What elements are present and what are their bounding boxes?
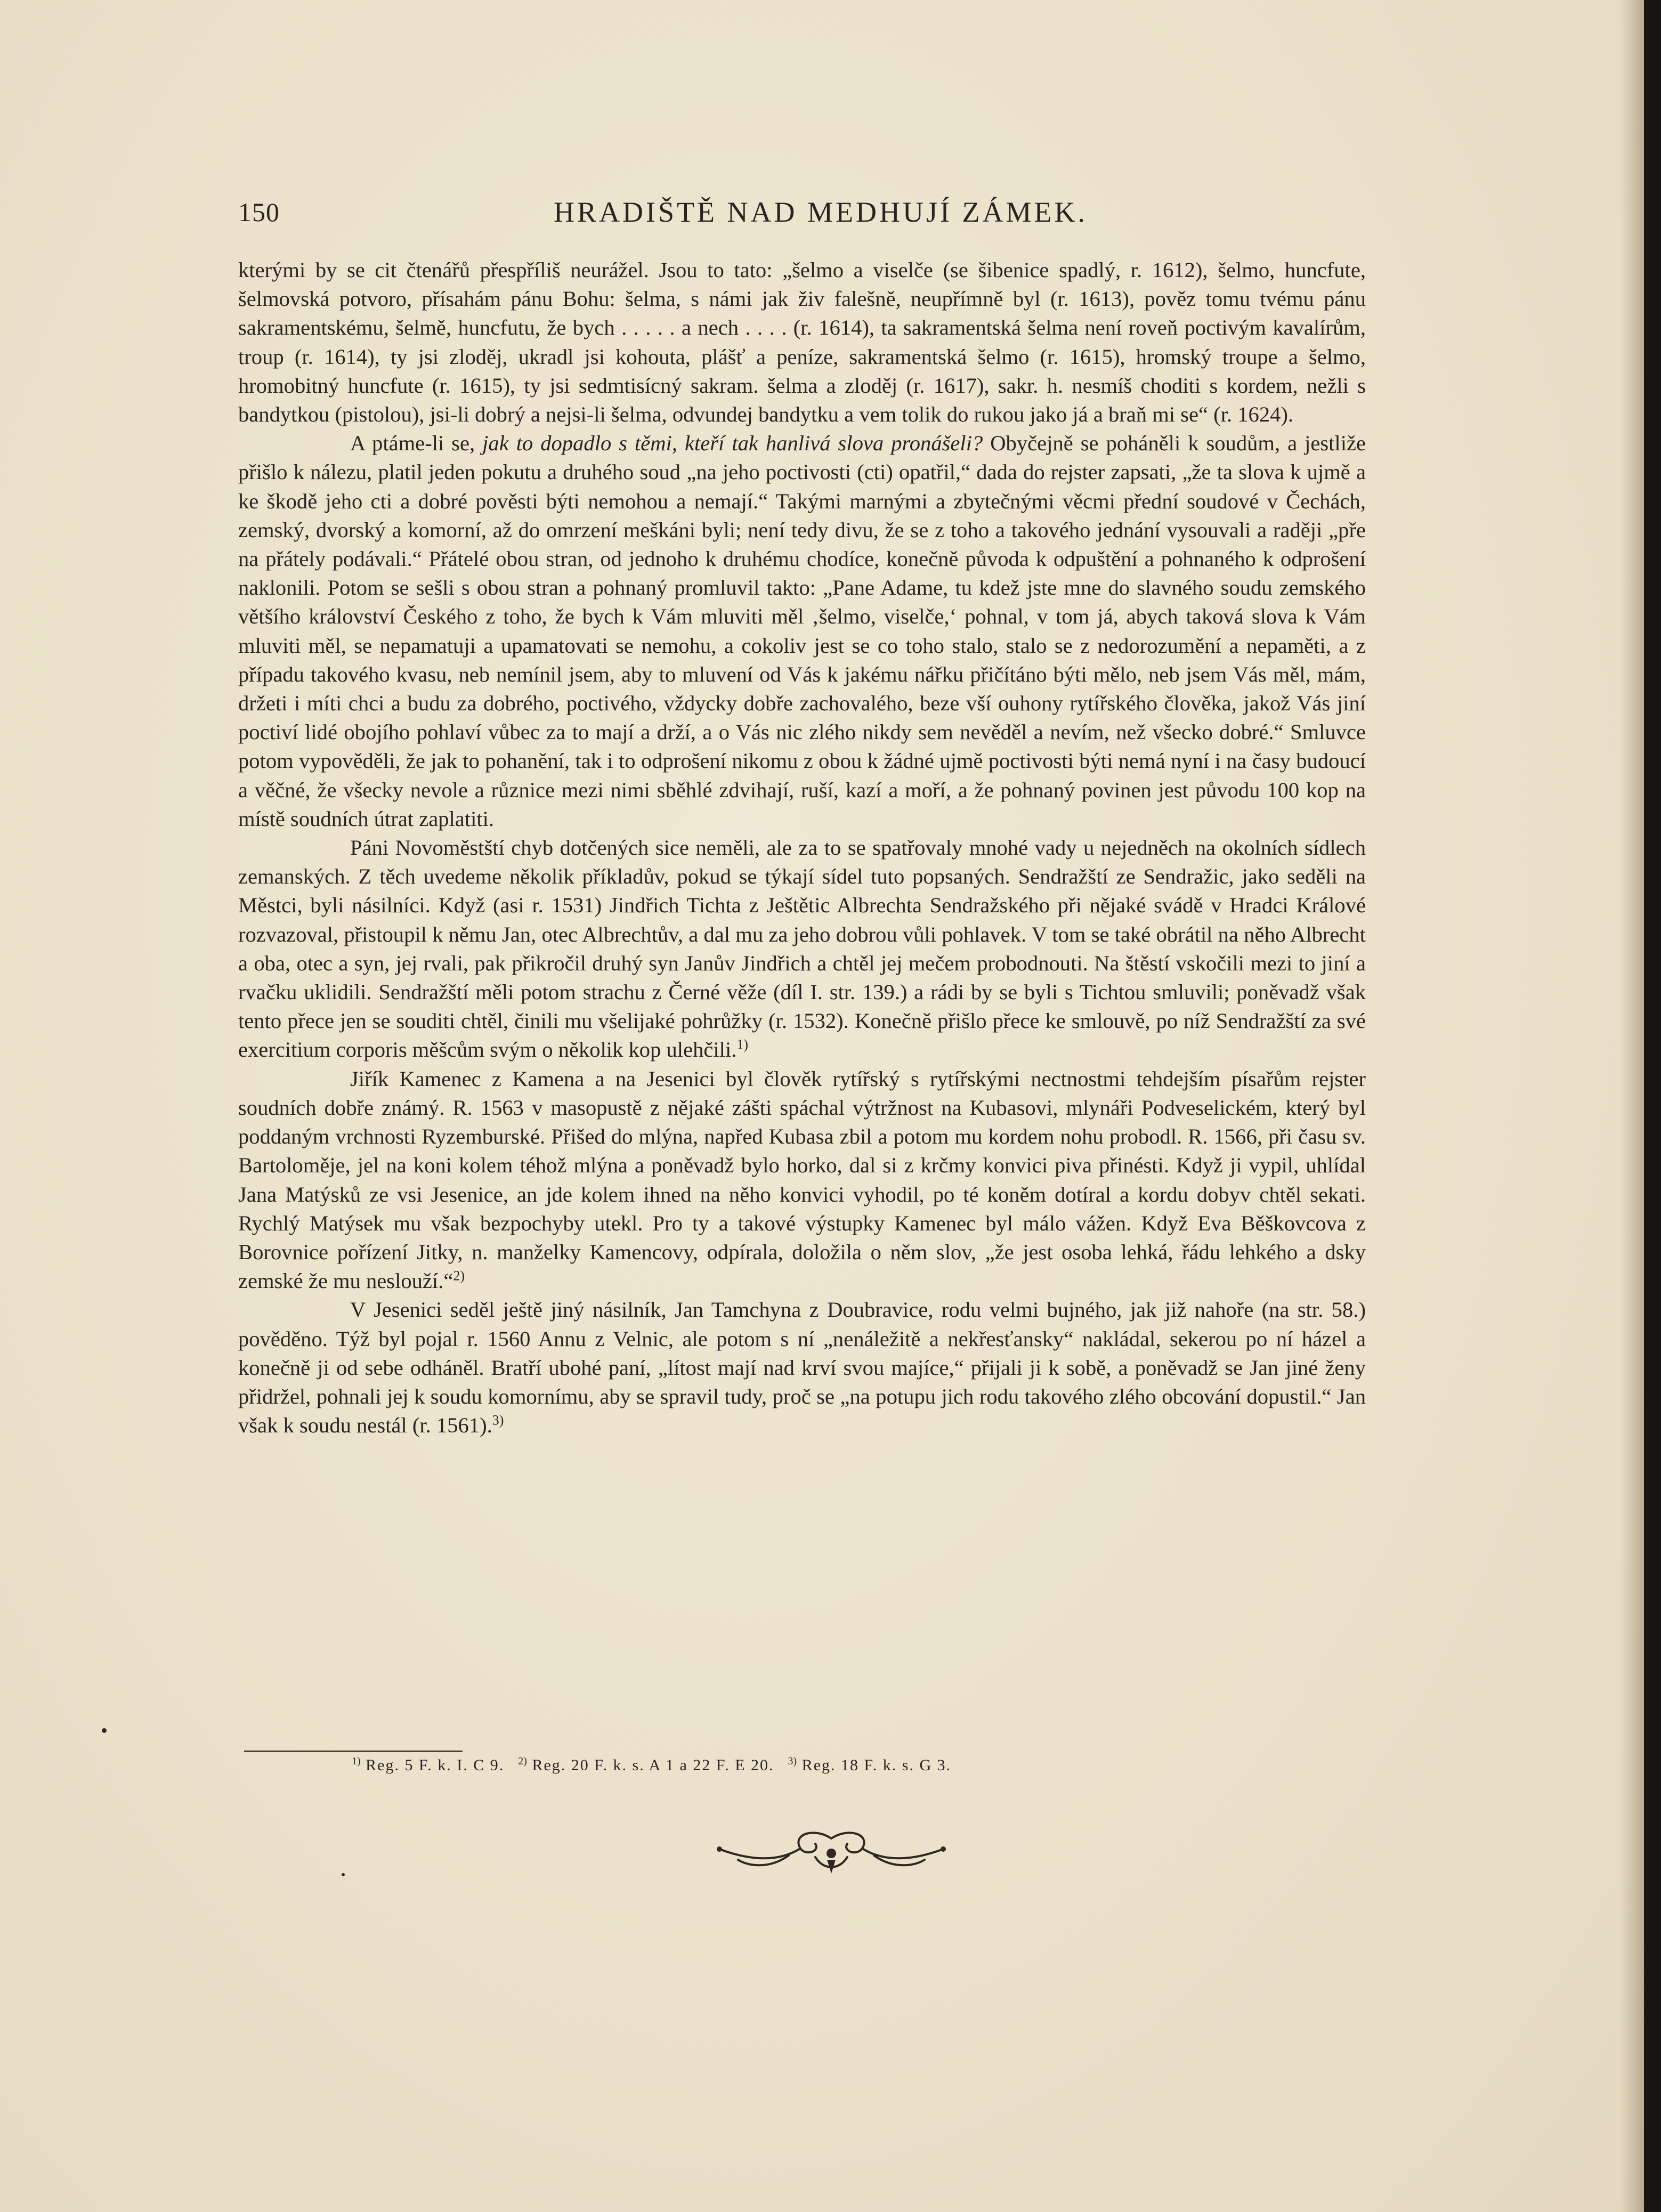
footnote-reference: 3) [492,1412,504,1428]
paragraph [238,1065,1366,1296]
paragraph [238,1295,1366,1440]
footnote-text: Reg. 18 F. k. s. G 3. [797,1756,952,1774]
page-number: 150 [238,197,280,227]
footnotes [352,1756,1311,1775]
page-header [238,190,1366,238]
text-run: Páni Novoměstští chyb dotčených sice neměli, ale za to se spatřovaly mnohé vady u nejedněch na okolních sídlech zemanských. Z těch uvedeme několik příkladův, pokud se týkají sídel tuto popsaných. Sendražští ze Sendražic, jako seděli na Městci, byli násilníci. Když (asi r. 1531) Jindřich Tichta z Ještětic Albrechta Sendražského při nějaké svádě v Hradci Králové rozvazoval, přistoupil k němu Jan, otec Albrechtův, a dal mu za jeho dobrou vůli pohlavek. V tom se také obrátil na něho Albrecht a oba, otec a syn, jej rvali, pak přikročil druhý syn Janův Jindřich a chtěl jej mečem probodnouti. Na štěstí vskočili mezi to jiní a rvačku uklidili. Sendražští měli potom strachu z Černé věže (díl I. str. 139.) a rádi by se byli s Tichtou smluvili; poněvadž však tento přece jen se souditi chtěl, činili mu všelijaké pohrůžky (r. 1532). Konečně přišlo přece ke smlouvě, po níž Sendražští za své exercitium corporis měšcům svým o několik kop ulehčili. [238,836,1366,1062]
paragraph [238,429,1366,833]
footnote [352,1756,504,1774]
footnote-text: Reg. 5 F. k. I. C 9. [360,1756,505,1774]
footnote-reference: 1) [736,1036,749,1052]
page-edge-shadow [1620,0,1644,2212]
text-run: Obyčejně se poháněli k soudům, a jestliže přišlo k nálezu, platil jeden pokutu a druhého soud „na jeho poctivosti (cti) opatřil,“ dada do rejster zapsati, „že ta slova k ujmě a ke škodě jeho cti a dobré pověsti býti nemohou a nemají.“ Takými marnými a zbytečnými věcmi přední soudové v Čechách, zemský, dvorský a komorní, až do omrzení meškáni byli; není tedy divu, že se z toho a takového jednání vysouvali a raději „pře na přátely podávali.“ Přátelé obou stran, od jednoho k druhému chodíce, konečně původa k odpuštění a pohnaného k odprošení naklonili. Potom se sešli s obou stran a pohnaný promluvil takto: „Pane Adame, tu kdež jste mne do slavného soudu zemského většího království Českého z toho, že bych k Vám mluviti měl ‚šelmo, viselče,‘ pohnal, v tom já, abych taková slova k Vám mluviti měl, se nepamatuji a upamatovati se nemohu, a cokoliv jest se co toho stalo, stalo se z nedorozumění a nepaměti, a z případu takového kvasu, neb nemínil jsem, aby to mluvení od Vás k jakému nářku přičítáno býti mělo, neb jsem Vás měl, mám, držeti i míti chci a budu za dobrého, poctivého, vždycky dobře zachovalého, beze vší ouhony rytířského člověka, jakož Vás jiní poctiví lidé obojího pohlaví vůbec za to mají a drží, a o Vás nic zlého nikdy sem nevěděl a nevím, než všecko dobré.“ Smluvce potom vypověděli, že jak to pohanění, tak i to odprošení nikomu z obou k žádné ujmě poctivosti býti nemá nyní i na časy budoucí a věčné, že všecky nevole a různice mezi nimi sběhlé zdvihají, ruší, kazí a moří, a že pohnaný povinen jest původu 100 kop na místě soudních útrat zaplatiti. [238,431,1366,831]
ink-speck [342,1873,345,1876]
text-run: V Jesenici seděl ještě jiný násilník, Jan Tamchyna z Doubravice, rodu velmi bujného, jak již nahoře (na str. 58.) pověděno. Týž byl pojal r. 1560 Annu z Velnic, ale potom s ní „nenáležitě a nekřesťansky“ nakládal, sekerou po ní házel a konečně ji od sebe odháněl. Bratří ubohé paní, „lítost mají nad krví svou majíce,“ přijali ji k sobě, a poněvadž se Jan jiné ženy přidržel, pohnali jej k soudu komornímu, aby se spravil tudy, proč se „na potupu jich rodu takového zlého obcování dopustil.“ Jan však k soudu nestál (r. 1561). [238,1298,1366,1438]
running-title: HRADIŠTĚ NAD MEDHUJÍ ZÁMEK. [554,196,1088,228]
text-run: Jiřík Kamenec z Kamena a na Jesenici byl člověk rytířský s rytířskými nectnostmi tehdejším písařům rejster soudních dobře známý. R. 1563 v masopustě z nějaké zášti spáchal výtržnost na Kubasovi, mlynáři Podveselickém, který byl poddaným vrchnosti Ryzemburské. Přišed do mlýna, napřed Kubasa zbil a potom mu kordem nohu probodl. R. 1566, při času sv. Bartoloměje, jel na koni kolem téhož mlýna a poněvadž bylo horko, dal si z krčmy konvici piva přinésti. Když ji vypil, uhlídal Jana Matýsků ze vsi Jesenice, an jde kolem ihned na něho konvici vyhodil, po té koněm dotíral a kordu dobyv chtěl sekati. Rychlý Matýsek mu však bezpochyby utekl. Pro ty a takové výstupky Kamenec byl málo vážen. Když Eva Běškovcova z Borovnice pořízení Jitky, n. manželky Kamencovy, odpírala, doložila o něm slov, „že jest osoba lehká, řádu lehkého a dsky zemské že mu neslouží.“ [238,1066,1366,1293]
body-text [238,256,1366,1440]
footnote-reference: 2) [453,1268,465,1284]
paragraph [238,833,1366,1065]
footnote-mark: 3) [788,1755,797,1767]
text-run: kterými by se cit čtenářů přespříliš neurážel. Jsou to tato: „šelmo a viselče (se šibenice spadlý, r. 1612), šelmo, huncfute, šelmovská potvoro, přísahám pánu Bohu: šelma, s námi jak živ falešně, neupřímně byl (r. 1613), pověz tomu tvému pánu sakramentskému, šelmě, huncfutu, že bych . . . . . a nech . . . . (r. 1614), ta sakramentská šelma není roveň poctivým kavalírům, troup (r. 1614), ty jsi zloděj, ukradl jsi kohouta, plášť a peníze, sakramentská šelmo (r. 1615), hromský troupe a šelmo, hromobitný huncfute (r. 1615), ty jsi sedmtisícný sakram. šelma a zloděj (r. 1617), sakr. h. nesmíš choditi s kordem, nežli s bandytkou (pistolou), jsi-li dobrý a nejsi-li šelma, odvundej bandytku a vem tolik do rukou jako já a braň mi se“ (r. 1624). [238,258,1366,427]
text-run: A ptáme-li se, [350,431,483,456]
footnote-mark: 1) [352,1755,361,1767]
ornament-flourish-icon [709,1828,954,1876]
footnote-rule [244,1751,463,1752]
ink-speck [102,1728,107,1733]
text-run: jak to dopadlo s těmi, kteří tak hanlivá slova pronášeli? [482,431,983,456]
footnote-text: Reg. 20 F. k. s. A 1 a 22 F. E 20. [526,1756,774,1774]
footnote [788,1756,952,1774]
footnote [518,1756,774,1774]
paragraph [238,256,1366,429]
footnote-mark: 2) [518,1755,527,1767]
